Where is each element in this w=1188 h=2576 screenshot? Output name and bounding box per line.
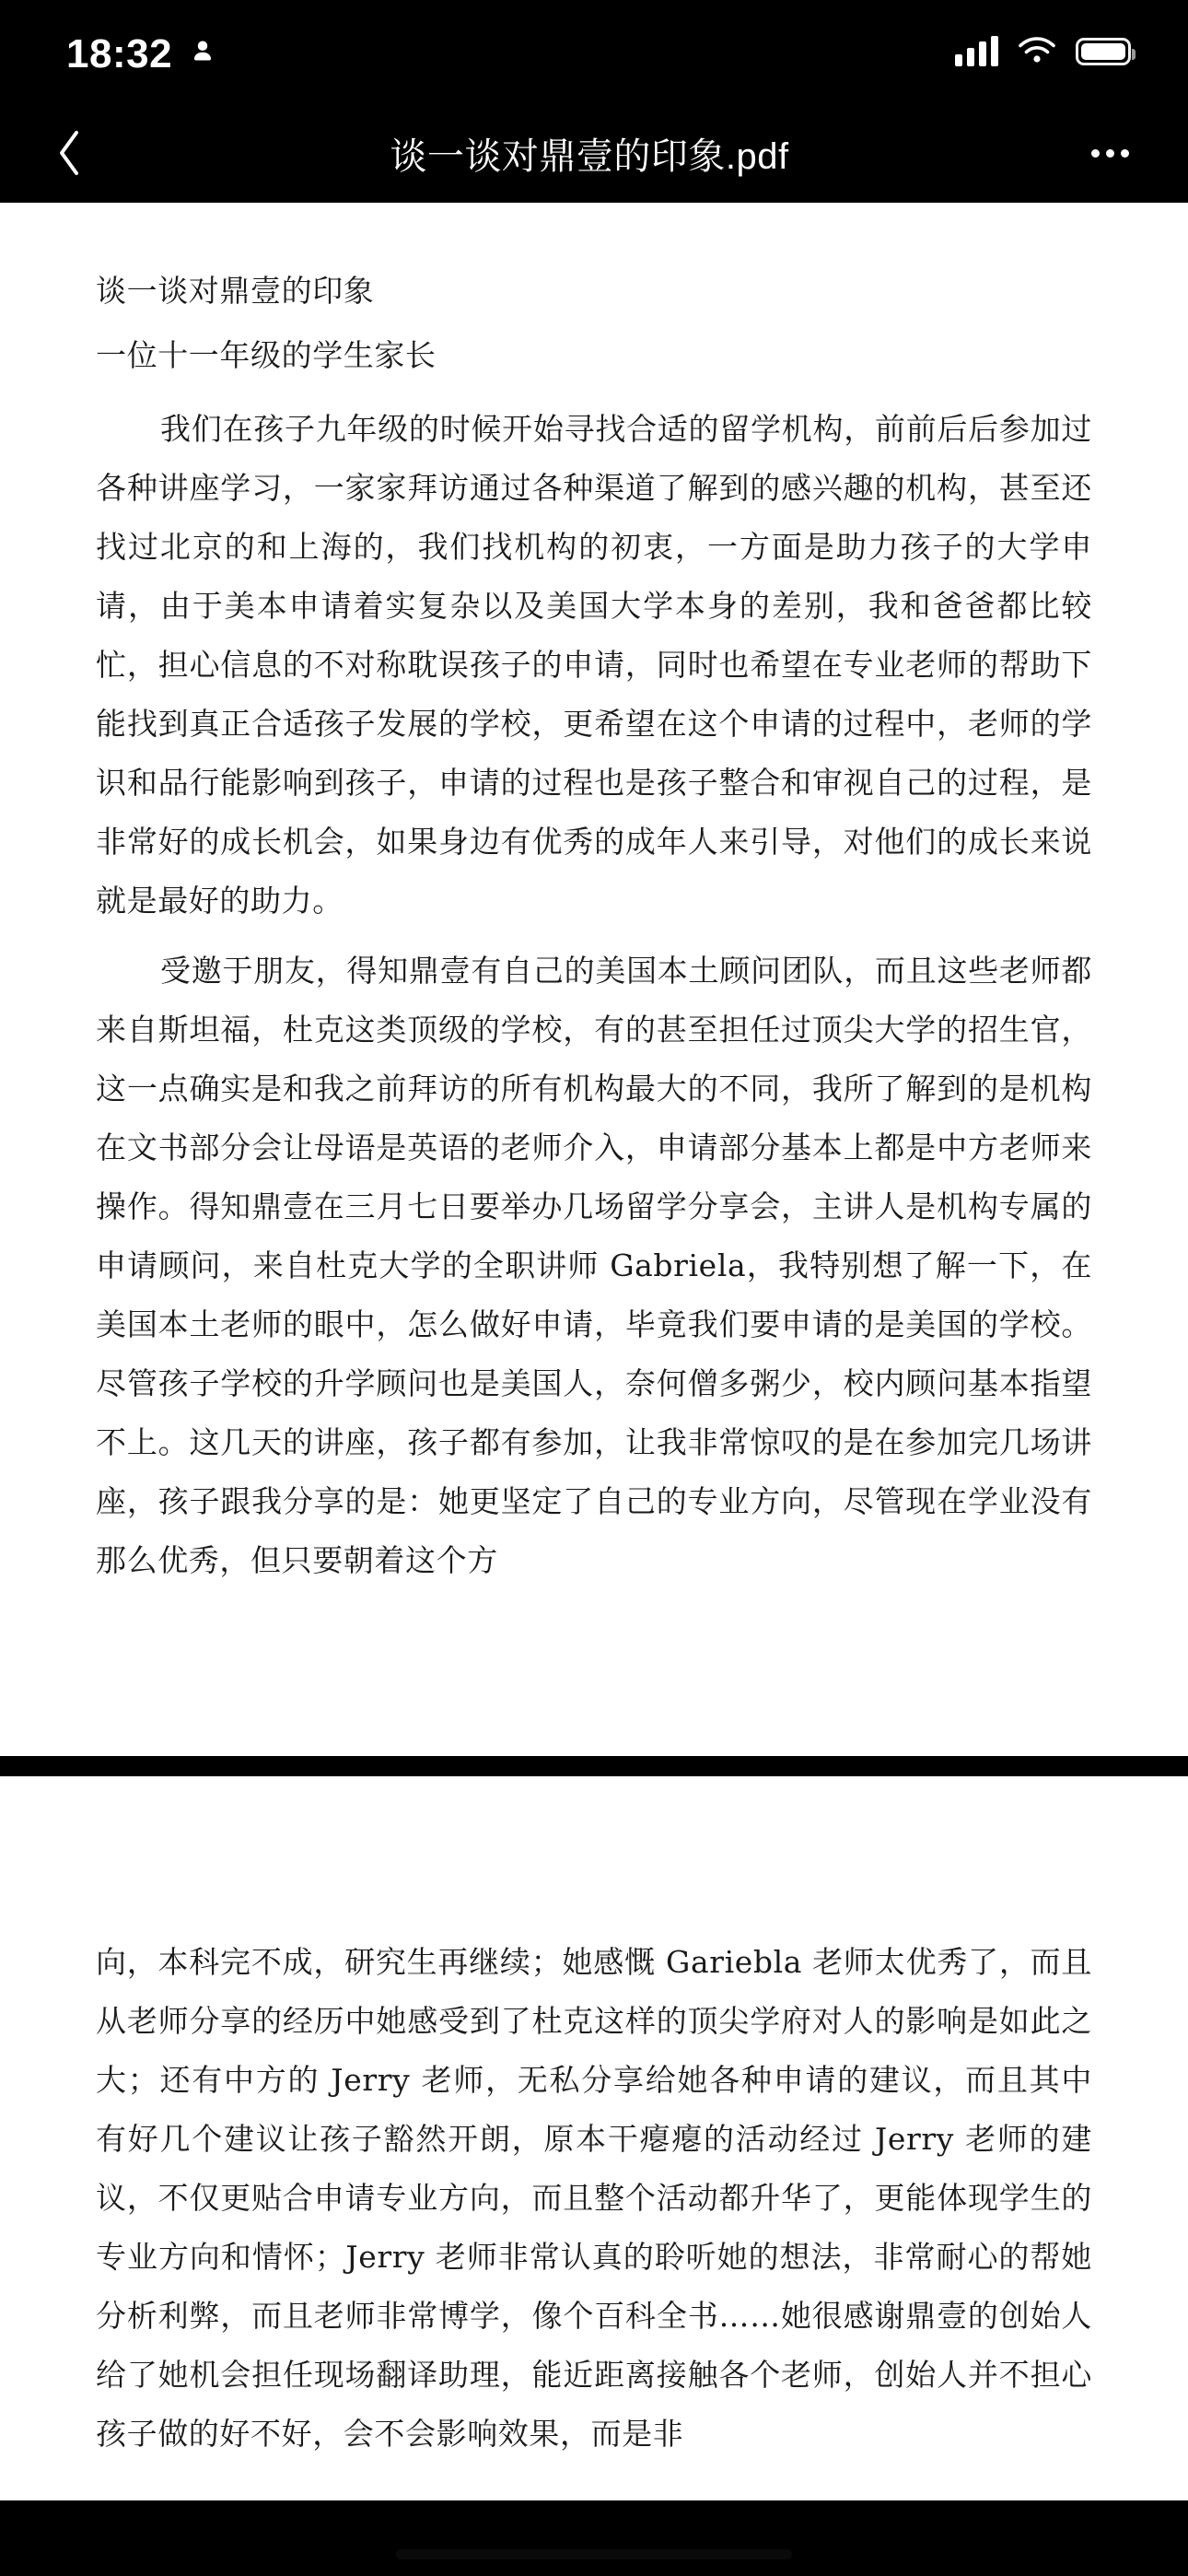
document-paragraph: 我们在孩子九年级的时候开始寻找合适的留学机构，前前后后参加过各种讲座学习，一家家拜访通过各种渠道了解到的感兴趣的机构，甚至还找过北京的和上海的，我们找机构的初衷，一方面是助力孩子的大学申请，由于美本申请着实复杂以及美国大学本身的差别，我和爸爸都比较忙，担心信息的不对称耽误孩子的申请，同时也希望在专业老师的帮助下能找到真正合适孩子发展的学校，更希望在这个申请的过程中，老师的学识和品行能影响到孩子，申请的过程也是孩子整合和审视自己的过程，是非常好的成长机会，如果身边有优秀的成年人来引导，对他们的成长来说就是最好的助力。 <box>96 411 1092 919</box>
status-time: 18:32 <box>66 31 173 76</box>
status-bar <box>0 0 1188 103</box>
pdf-page-1 <box>0 203 1188 1756</box>
pdf-page-2 <box>0 1776 1188 2500</box>
navigation-bar <box>0 103 1188 203</box>
pdf-viewer[interactable] <box>0 203 1188 2576</box>
status-bar-right <box>955 35 1131 69</box>
status-bar-left <box>66 29 216 75</box>
ellipsis-icon <box>1121 149 1129 158</box>
back-button[interactable] <box>37 121 101 185</box>
wifi-icon <box>1017 35 1057 69</box>
document-heading: 谈一谈对鼎壹的印象 <box>96 273 375 309</box>
ellipsis-icon <box>1106 149 1114 158</box>
page-divider <box>0 1756 1188 1776</box>
document-paragraph: 向，本科完不成，研究生再继续；她感慨 Gariebla 老师太优秀了，而且从老师分享的经历中她感受到了杜克这样的顶尖学府对人的影响是如此之大；还有中方的 Jerry 老师，无私分享给她各种申请的建议，而且其中有好几个建议让孩子豁然开朗，原本干瘪瘪的活动经过 Jerry 老师的建议，不仅更贴合申请专业方向，而且整个活动都升华了，更能体现学生的专业方向和情怀；Jerry 老师非常认真的聆听她的想法，非常耐心的帮她分析利弊，而且老师非常博学，像个百科全书……她很感谢鼎壹的创始人给了她机会担任现场翻译助理，能近距离接触各个老师，创始人并不担心孩子做的好不好，会不会影响效果，而是非 <box>96 1944 1092 2452</box>
home-indicator[interactable] <box>396 2549 792 2559</box>
document-paragraph: 受邀于朋友，得知鼎壹有自己的美国本土顾问团队，而且这些老师都来自斯坦福，杜克这类顶级的学校，有的甚至担任过顶尖大学的招生官，这一点确实是和我之前拜访的所有机构最大的不同，我所了解到的是机构在文书部分会让母语是英语的老师介入，申请部分基本上都是中方老师来操作。得知鼎壹在三月七日要举办几场留学分享会，主讲人是机构专属的申请顾问，来自杜克大学的全职讲师 Gabriela，我特别想了解一下，在美国本土老师的眼中，怎么做好申请，毕竟我们要申请的是美国的学校。尽管孩子学校的升学顾问也是美国人，奈何僧多粥少，校内顾问基本指望不上。这几天的讲座，孩子都有参加，让我非常惊叹的是在参加完几场讲座，孩子跟我分享的是：她更坚定了自己的专业方向，尽管现在学业没有那么优秀，但只要朝着这个方 <box>96 953 1092 1578</box>
person-icon <box>189 36 216 67</box>
paragraph-spacer <box>96 931 1092 942</box>
cellular-signal-icon <box>955 37 998 66</box>
more-options-button[interactable] <box>1077 121 1142 185</box>
document-subheading: 一位十一年级的学生家长 <box>96 337 437 373</box>
battery-icon <box>1076 38 1131 65</box>
ellipsis-icon <box>1091 149 1100 158</box>
page-title: 谈一谈对鼎壹的印象.pdf <box>390 135 789 177</box>
